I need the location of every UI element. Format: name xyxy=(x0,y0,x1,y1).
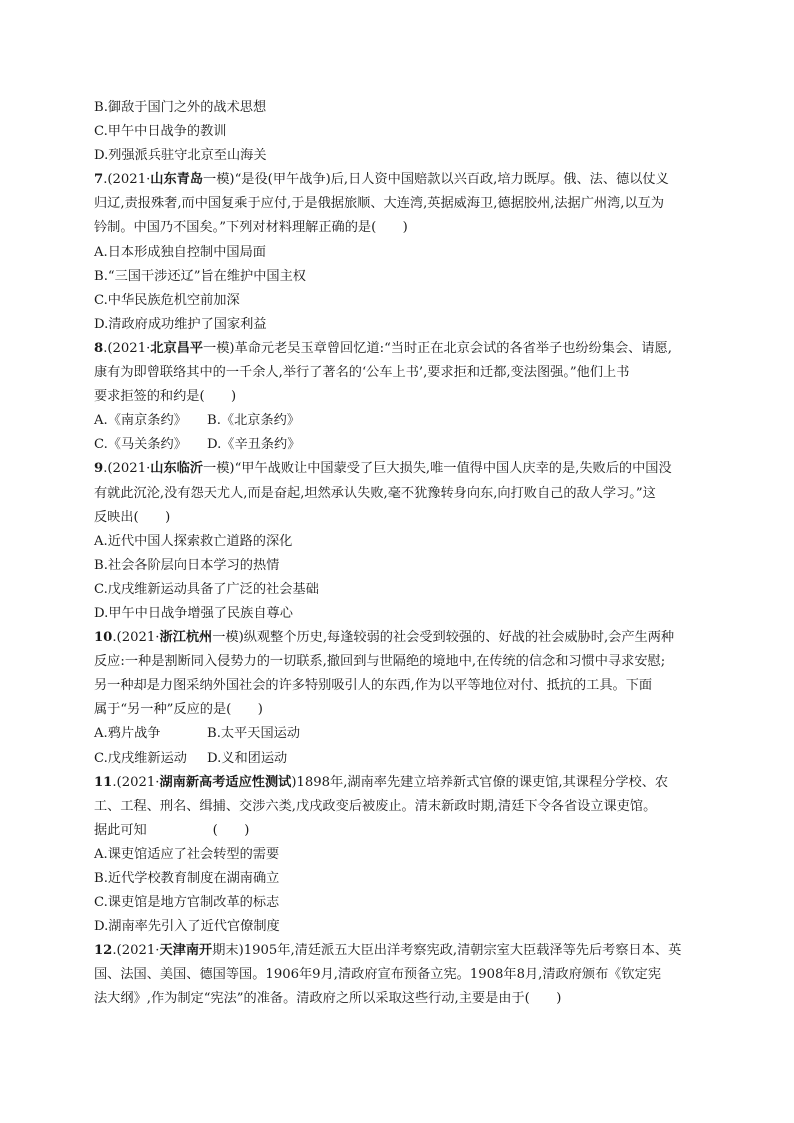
q8-option-c[interactable]: C.《马关条约》 xyxy=(94,437,187,453)
q9-option-a[interactable]: A.近代中国人探索救亡道路的深化 xyxy=(94,533,293,549)
q8-number: 8 xyxy=(94,340,104,356)
q10-stem-line-2: 反应:一种是割断同入侵势力的一切联系,撤回到与世隔绝的境地中,在传统的信念和习惯中寻求安慰; xyxy=(94,654,666,670)
q7-number: 7 xyxy=(94,172,104,188)
q9-option-c[interactable]: C.戊戌维新运动具备了广泛的社会基础 xyxy=(94,581,319,597)
question-page xyxy=(94,96,706,1012)
q10-stem-text: 纵观整个历史,每逢较弱的社会受到较强的、好战的社会威胁时,会产生两种 xyxy=(243,630,675,646)
q10-source-suffix: 一模) xyxy=(212,630,244,646)
q12-stem-line-1 xyxy=(94,939,706,963)
q11-source-prefix: .(2021· xyxy=(112,774,160,790)
q10-stem-line-3: 另一种却是力图采纳外国社会的许多特别吸引人的东西,作为以平等地位对付、抵抗的工具。下面 xyxy=(94,678,653,694)
q12-stem-line-2: 国、法国、美国、德国等国。1906年9月,清政府宣布预备立宪。1908年8月,清政府颁布《钦定宪 xyxy=(94,967,662,983)
q11-stem-line-1 xyxy=(94,771,706,795)
q9-source-prefix: .(2021· xyxy=(103,461,151,477)
q12-number: 12 xyxy=(94,943,113,959)
q8-stem-line-2: 康有为即曾联络其中的一千余人,举行了著名的‘公车上书’,要求拒和迁都,变法图强。”他们上书 xyxy=(94,365,630,381)
q6-option-c[interactable]: C.甲午中日战争的教训 xyxy=(94,124,227,140)
q11-option-d[interactable]: D.湖南率先引入了近代官僚制度 xyxy=(94,919,280,935)
q7-option-d[interactable]: D.清政府成功维护了国家利益 xyxy=(94,316,267,332)
q8-stem-line-1 xyxy=(94,337,706,361)
q7-stem-line-2: 归辽,责报殊奢,而中国复乘于应付,于是俄据旅顺、大连湾,英据威海卫,德据胶州,法据广州湾,以互为 xyxy=(94,196,665,212)
q10-option-a[interactable]: A.鸦片战争 xyxy=(94,726,161,742)
q10-option-d[interactable]: D.义和团运动 xyxy=(207,750,288,766)
q9-source-place: 山东临沂 xyxy=(150,461,204,477)
q7-option-c[interactable]: C.中华民族危机空前加深 xyxy=(94,292,240,308)
q9-stem-text: “甲午战败让中国蒙受了巨大损失,唯一值得中国人庆幸的是,失败后的中国没 xyxy=(234,461,672,477)
q8-source-prefix: .(2021· xyxy=(103,340,151,356)
q7-source-prefix: .(2021· xyxy=(103,172,151,188)
q9-stem-line-3: 反映出( ) xyxy=(94,509,171,525)
q8-source-suffix: 一模) xyxy=(203,340,235,356)
q11-stem-line-3: 据此可知 ( ) xyxy=(94,822,250,838)
q9-option-b[interactable]: B.社会各阶层向日本学习的热情 xyxy=(94,557,280,573)
q12-stem-line-3: 法大纲》,作为制定“宪法”的准备。清政府之所以采取这些行动,主要是由于( ) xyxy=(94,991,562,1007)
q9-number: 9 xyxy=(94,461,104,477)
q10-source-prefix: .(2021· xyxy=(112,630,160,646)
q11-stem-text: 1898年,湖南率先建立培养新式官僚的课吏馆,其课程分学校、农 xyxy=(296,774,669,790)
q8-stem-text: 革命元老吴玉章曾回忆道:“当时正在北京会试的各省举子也纷纷集会、请愿, xyxy=(234,340,672,356)
q6-option-b[interactable]: B.御敌于国门之外的战术思想 xyxy=(94,100,267,115)
q7-stem-line-3: 钤制。中国乃不国矣。”下列对材料理解正确的是( ) xyxy=(94,220,408,236)
q10-stem-line-4: 属于“另一种”反应的是( ) xyxy=(94,702,263,718)
q7-source-suffix: 一模) xyxy=(203,172,235,188)
q9-option-d[interactable]: D.甲午中日战争增强了民族自尊心 xyxy=(94,605,293,621)
q11-option-b[interactable]: B.近代学校教育制度在湖南确立 xyxy=(94,871,280,886)
q10-stem-line-1 xyxy=(94,626,706,650)
q8-options-row-2 xyxy=(94,433,706,457)
q6-option-d[interactable]: D.列强派兵驻守北京至山海关 xyxy=(94,148,267,164)
q10-number: 10 xyxy=(94,630,113,646)
q8-source-place: 北京昌平 xyxy=(150,340,204,356)
q8-option-d[interactable]: D.《辛丑条约》 xyxy=(207,437,301,453)
q10-options-row-1 xyxy=(94,722,706,746)
q7-stem-text: “是役(甲午战争)后,日人资中国赔款以兴百政,培力既厚。俄、法、德以仗义 xyxy=(234,172,669,188)
q10-option-c[interactable]: C.戊戌维新运动 xyxy=(94,750,187,766)
q12-source-place: 天津南开 xyxy=(159,943,213,959)
q7-option-a[interactable]: A.日本形成独自控制中国局面 xyxy=(94,244,266,260)
q11-option-a[interactable]: A.课吏馆适应了社会转型的需要 xyxy=(94,846,280,862)
q11-source-place: 湖南新高考适应性测试 xyxy=(159,774,292,790)
q8-stem-line-3: 要求拒签的和约是( ) xyxy=(94,389,237,405)
q7-stem-line-1 xyxy=(94,168,706,192)
q9-source-suffix: 一模) xyxy=(203,461,235,477)
q11-number: 11 xyxy=(94,774,113,790)
q12-source-suffix: 期末) xyxy=(212,943,244,959)
q7-option-b[interactable]: B.“三国干涉还辽”旨在维护中国主权 xyxy=(94,268,306,284)
q11-stem-line-2: 工、工程、刑名、缉捕、交涉六类,戊戌政变后被废止。清末新政时期,清廷下令各省设立课吏馆。 xyxy=(94,798,657,814)
q8-option-a[interactable]: A.《南京条约》 xyxy=(94,413,187,429)
q7-source-place: 山东青岛 xyxy=(150,172,204,188)
q10-source-place: 浙江杭州 xyxy=(159,630,213,646)
q11-source-suffix: ) xyxy=(291,774,297,790)
q11-option-c[interactable]: C.课吏馆是地方官制改革的标志 xyxy=(94,895,280,911)
q8-options-row-1 xyxy=(94,409,706,433)
q9-stem-line-1 xyxy=(94,457,706,481)
q12-stem-text: 1905年,清廷派五大臣出洋考察宪政,清朝宗室大臣载泽等先后考察日本、英 xyxy=(243,943,682,959)
q8-option-b[interactable]: B.《北京条约》 xyxy=(207,413,301,429)
q10-option-b[interactable]: B.太平天国运动 xyxy=(207,726,301,742)
q10-options-row-2 xyxy=(94,747,706,771)
q9-stem-line-2: 有就此沉沦,没有怨天尤人,而是奋起,坦然承认失败,毫不犹豫转身向东,向打败自己的敌人学习。”这 xyxy=(94,485,656,501)
q12-source-prefix: .(2021· xyxy=(112,943,160,959)
